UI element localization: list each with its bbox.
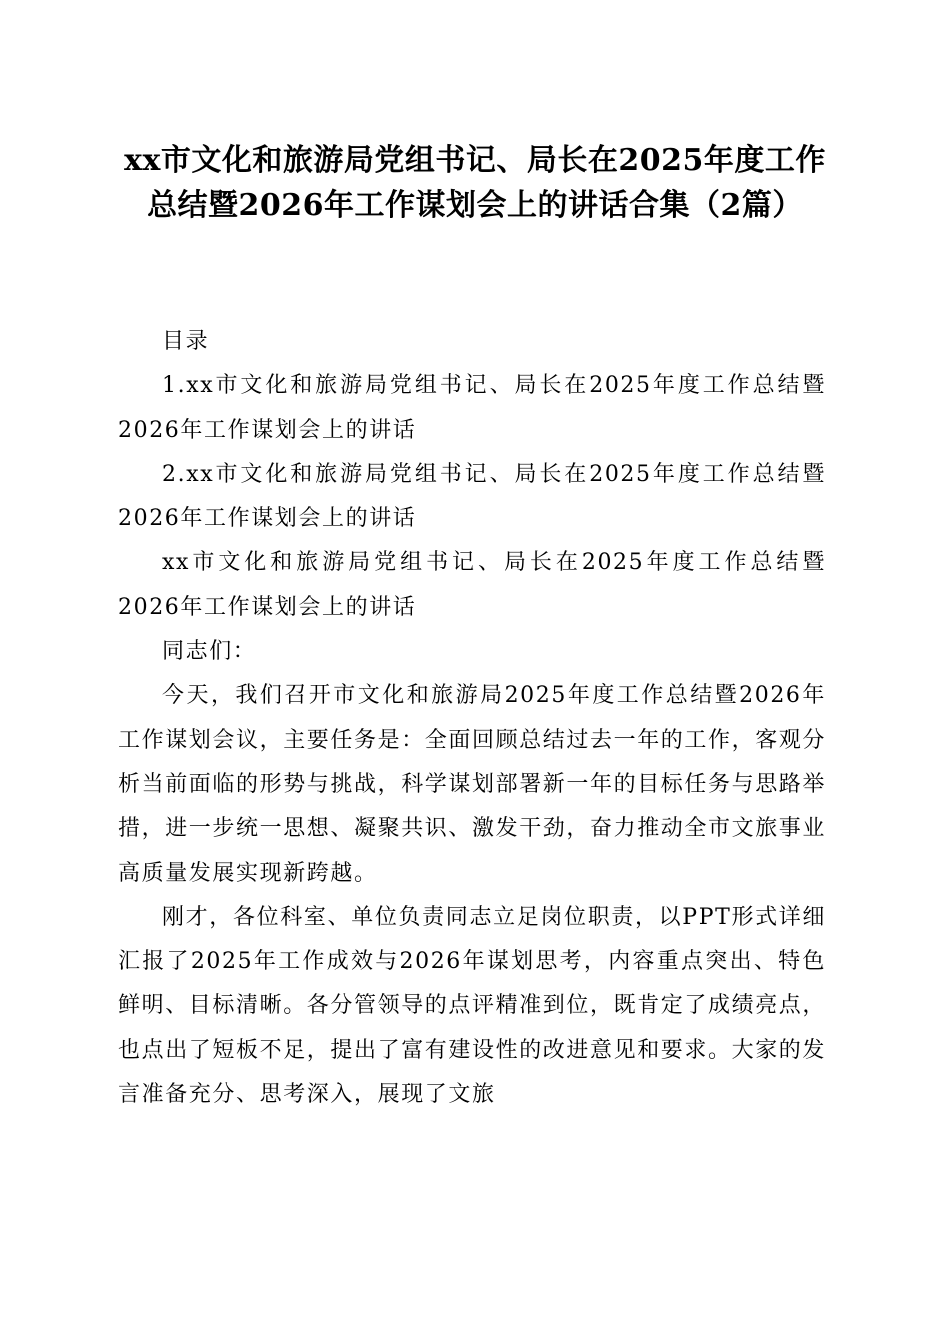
toc-heading: 目录	[162, 329, 210, 354]
body-paragraph: 今天，我们召开市文化和旅游局2025年度工作总结暨2026年工作谋划会议，主要任务是：全面回顾总结过去一年的工作，客观分析当前面临的形势与挑战，科学谋划部署新一年的目标任务与思路举措，进一步统一思想、凝聚共识、激发干劲，奋力推动全市文旅事业高质量发展实现新跨越。	[118, 683, 827, 886]
body-paragraph: 刚才，各位科室、单位负责同志立足岗位职责，以PPT形式详细汇报了2025年工作成效与2026年谋划思考，内容重点突出、特色鲜明、目标清晰。各分管领导的点评精准到位，既肯定了成绩亮点，也点出了短板不足，提出了富有建设性的改进意见和要求。大家的发言准备充分、思考深入，展现了文旅	[118, 904, 827, 1108]
document-body	[118, 320, 826, 1117]
salutation: 同志们：	[162, 639, 257, 665]
toc-item: 1.xx市文化和旅游局党组书记、局长在2025年度工作总结暨2026年工作谋划会上的讲话	[118, 373, 826, 443]
document-title: xx市文化和旅游局党组书记、局长在2025年度工作总结暨2026年工作谋划会上的讲话合集（2篇）	[124, 143, 826, 223]
speech-title: xx市文化和旅游局党组书记、局长在2025年度工作总结暨2026年工作谋划会上的讲话	[118, 550, 826, 620]
toc-item: 2.xx市文化和旅游局党组书记、局长在2025年度工作总结暨2026年工作谋划会上的讲话	[118, 461, 826, 532]
